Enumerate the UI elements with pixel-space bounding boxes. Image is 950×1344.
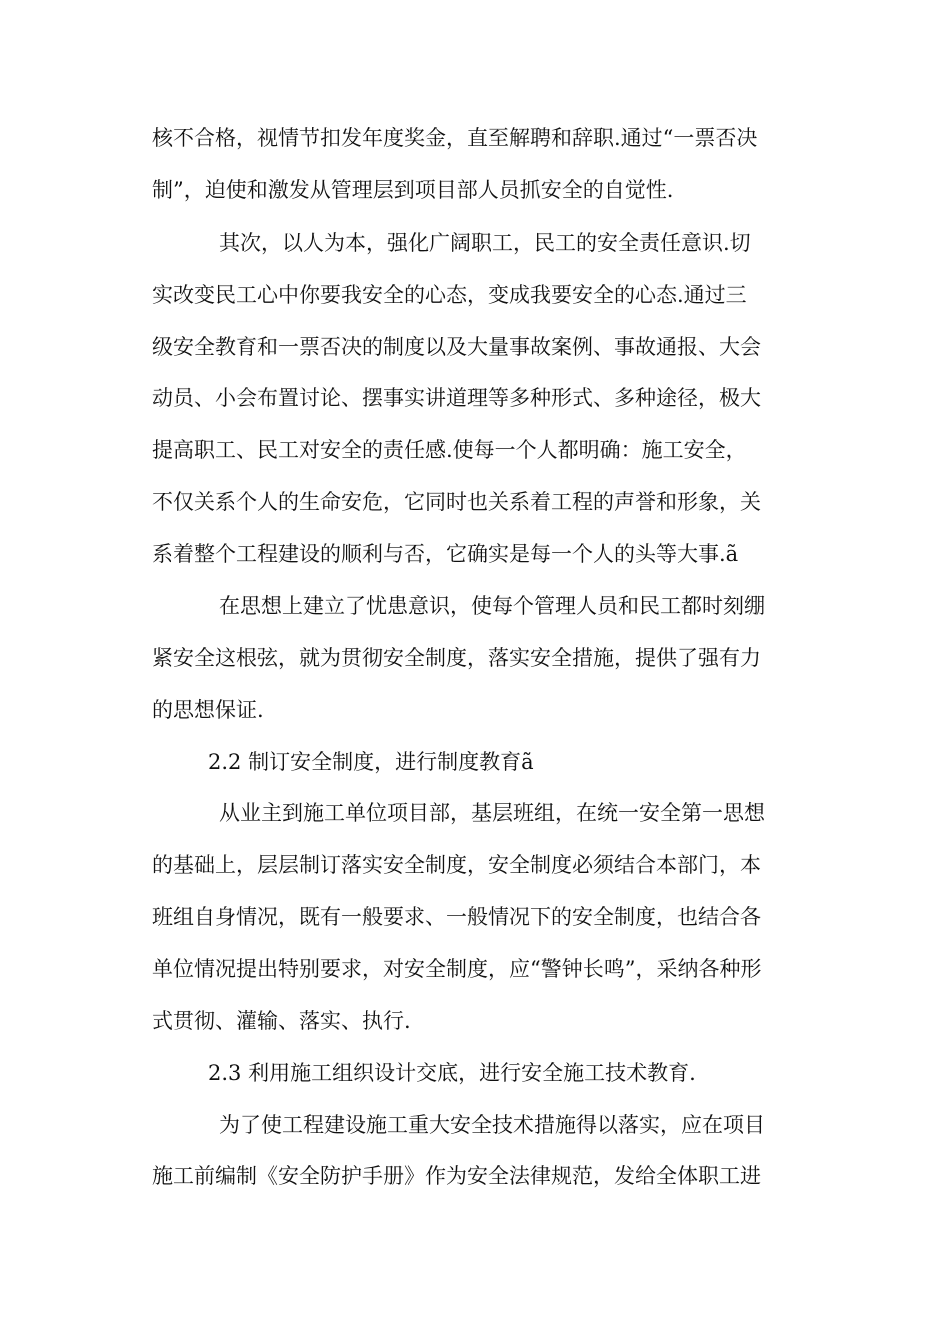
text-line: 系着整个工程建设的顺利与否，它确实是每一个人的头等大事.ã — [152, 542, 739, 566]
section-heading: 2.2 制订安全制度，进行制度教育ã — [208, 750, 534, 774]
text-line: 其次，以人为本，强化广阔职工，民工的安全责任意识.切 — [219, 231, 751, 255]
text-line: 从业主到施工单位项目部，基层班组，在统一安全第一思想 — [219, 801, 765, 825]
text-line: 实改变民工心中你要我安全的心态，变成我要安全的心态.通过三 — [152, 283, 747, 307]
text-line: 班组自身情况，既有一般要求、一般情况下的安全制度，也结合各 — [152, 905, 761, 929]
text-line: 级安全教育和一票否决的制度以及大量事故案例、事故通报、大会 — [152, 335, 761, 359]
text-line: 在思想上建立了忧患意识，使每个管理人员和民工都时刻绷 — [219, 594, 765, 618]
text-line: 紧安全这根弦，就为贯彻安全制度，落实安全措施，提供了强有力 — [152, 646, 761, 670]
text-line: 的基础上，层层制订落实安全制度，安全制度必须结合本部门，本 — [152, 853, 761, 877]
text-line: 为了使工程建设施工重大安全技术措施得以落实，应在项目 — [219, 1113, 765, 1137]
text-line: 施工前编制《安全防护手册》作为安全法律规范，发给全体职工进 — [152, 1164, 761, 1188]
text-line: 不仅关系个人的生命安危，它同时也关系着工程的声誉和形象，关 — [152, 490, 761, 514]
text-line: 单位情况提出特别要求，对安全制度，应“警钟长鸣”，采纳各种形 — [152, 957, 762, 981]
section-heading: 2.3 利用施工组织设计交底，进行安全施工技术教育. — [208, 1061, 696, 1085]
text-line: 核不合格，视情节扣发年度奖金，直至解聘和辞职.通过“一票否决 — [152, 126, 758, 150]
text-line: 制”，迫使和激发从管理层到项目部人员抓安全的自觉性. — [152, 178, 674, 202]
text-line: 的思想保证. — [152, 698, 264, 722]
text-line: 式贯彻、灌输、落实、执行. — [152, 1009, 411, 1033]
text-line: 动员、小会布置讨论、摆事实讲道理等多种形式、多种途径，极大 — [152, 386, 761, 410]
text-line: 提高职工、民工对安全的责任感.使每一个人都明确：施工安全， — [152, 438, 747, 462]
